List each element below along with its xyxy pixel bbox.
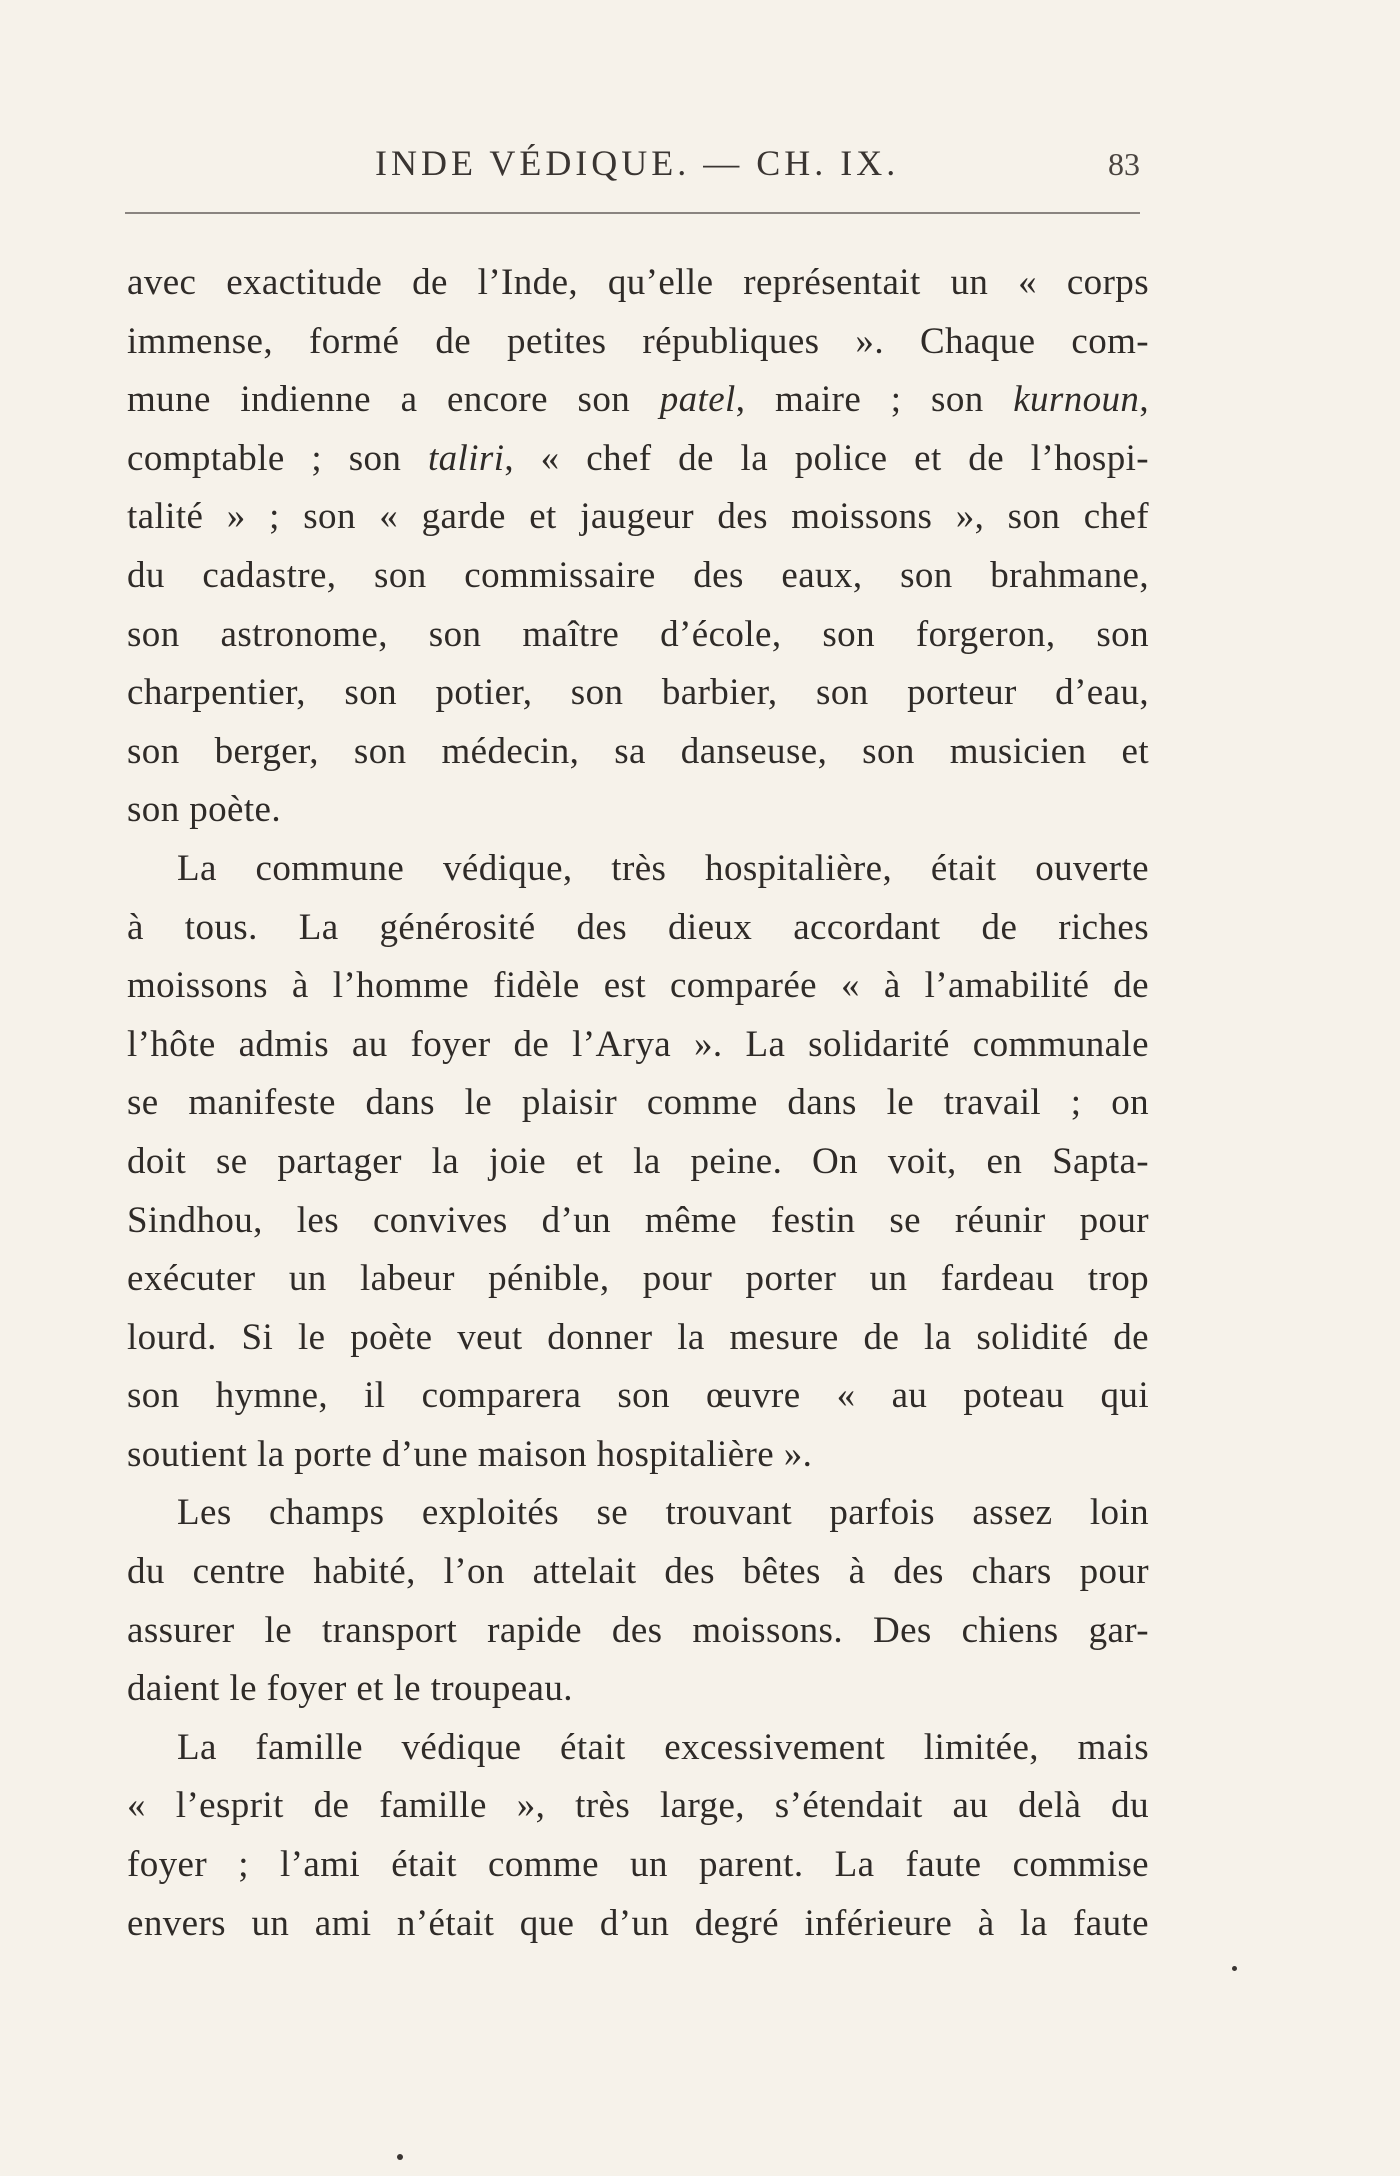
text-segment: , maire ; son: [735, 379, 1014, 421]
text-line: à tous. La générosité des dieux accordant de riches: [127, 906, 1149, 948]
italic-term-taliri: taliri: [427, 437, 505, 479]
paragraph-start-line: La commune védique, très hospitalière, était ouverte: [177, 847, 1149, 889]
text-line: envers un ami n’était que d’un degré inférieure à la faute: [127, 1902, 1149, 1944]
text-line: immense, formé de petites républiques ». Chaque com-: [127, 320, 1149, 362]
paragraph-end-line: soutient la porte d’une maison hospitalière ».: [127, 1433, 813, 1475]
text-line: du cadastre, son commissaire des eaux, son brahmane,: [127, 554, 1149, 596]
text-line: l’hôte admis au foyer de l’Arya ». La solidarité communale: [127, 1023, 1149, 1065]
text-line: du centre habité, l’on attelait des bêtes à des chars pour: [127, 1551, 1149, 1593]
header-rule: [125, 212, 1140, 214]
italic-term-kurnoun: kurnoun: [1013, 379, 1140, 421]
italic-term-patel: patel: [659, 379, 736, 421]
paragraph-start-line: Les champs exploités se trouvant parfois assez loin: [177, 1492, 1149, 1534]
text-line: foyer ; l’ami était comme un parent. La faute commise: [127, 1844, 1149, 1886]
text-line: charpentier, son potier, son barbier, son porteur d’eau,: [127, 672, 1149, 714]
text-line: Sindhou, les convives d’un même festin se réunir pour: [127, 1199, 1149, 1241]
text-line: assurer le transport rapide des moissons. Des chiens gar-: [127, 1609, 1149, 1651]
body-text: [127, 254, 1149, 1953]
text-segment: comptable ; son: [127, 437, 428, 479]
text-line: lourd. Si le poète veut donner la mesure de la solidité de: [127, 1316, 1149, 1358]
paper-speck: [397, 2154, 403, 2160]
text-segment: , « chef de la police et de l’hospi-: [504, 437, 1149, 479]
running-title: INDE VÉDIQUE. — CH. IX.: [375, 143, 900, 183]
text-line: [127, 371, 1149, 430]
text-line: son hymne, il comparera son œuvre « au poteau qui: [127, 1375, 1149, 1417]
paragraph-end-line: son poète.: [127, 789, 282, 831]
text-line: « l’esprit de famille », très large, s’étendait au delà du: [127, 1785, 1149, 1827]
paper-speck: [1232, 1966, 1237, 1971]
text-line: talité » ; son « garde et jaugeur des moissons », son chef: [127, 496, 1149, 538]
text-line: moissons à l’homme fidèle est comparée « à l’amabilité de: [127, 965, 1149, 1007]
paragraph-start-line: La famille védique était excessivement limitée, mais: [177, 1726, 1149, 1768]
paragraph-end-line: daient le foyer et le troupeau.: [127, 1668, 573, 1710]
text-segment: mune indienne a encore son: [127, 379, 660, 421]
text-segment: ,: [1139, 379, 1149, 421]
page-number: 83: [1108, 146, 1140, 182]
text-line: avec exactitude de l’Inde, qu’elle représentait un « corps: [127, 262, 1149, 303]
text-line: son astronome, son maître d’école, son forgeron, son: [127, 613, 1149, 655]
text-line: [127, 430, 1149, 489]
running-head: [125, 142, 1140, 192]
text-line: son berger, son médecin, sa danseuse, son musicien et: [127, 730, 1149, 772]
text-line: se manifeste dans le plaisir comme dans le travail ; on: [127, 1082, 1149, 1124]
text-line: exécuter un labeur pénible, pour porter un fardeau trop: [127, 1258, 1149, 1300]
text-line: doit se partager la joie et la peine. On voit, en Sapta-: [127, 1140, 1149, 1182]
